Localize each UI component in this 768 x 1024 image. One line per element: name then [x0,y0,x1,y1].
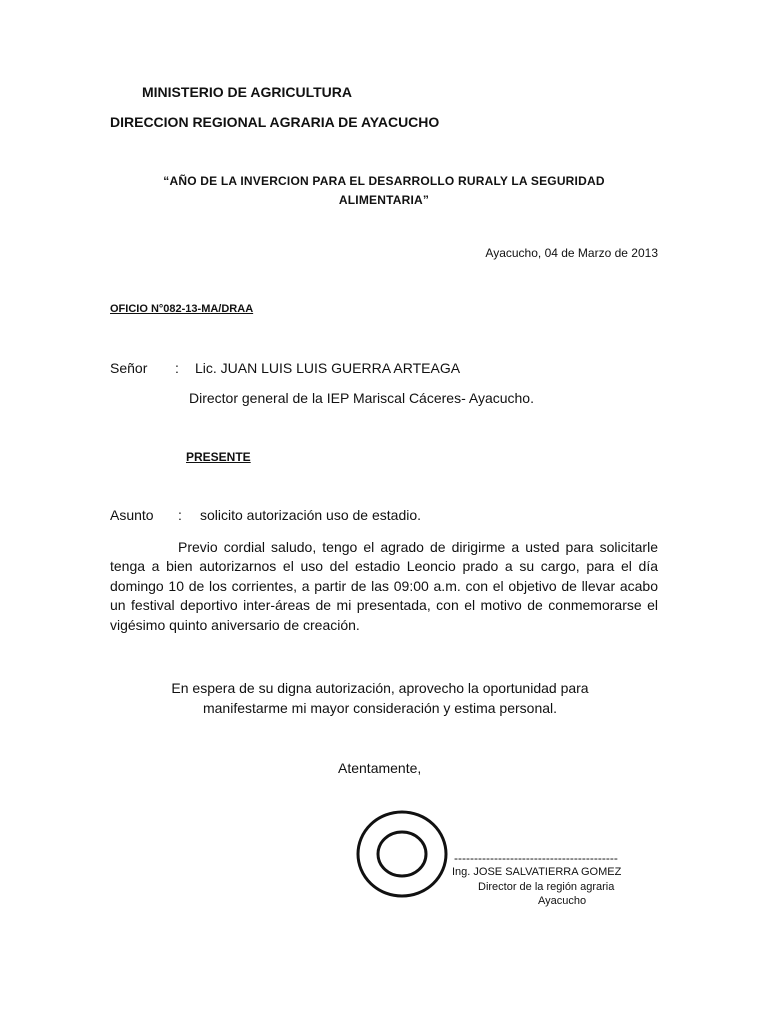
year-motto [110,172,658,210]
recipient-role: Director general de la IEP Mariscal Cáceres- Ayacucho. [189,390,534,406]
oficio-number: OFICIO N°082-13-MA/DRAA [110,303,254,315]
recipient-name: Lic. JUAN LUIS LUIS GUERRA ARTEAGA [195,360,461,376]
subject-text: solicito autorización uso de estadio. [200,507,422,523]
closing-line-2: manifestarme mi mayor consideración y estima personal. [202,700,558,716]
seal-stamp-icon [356,810,448,898]
ministry-heading: MINISTERIO DE AGRICULTURA [142,84,352,100]
motto-line-1: “AÑO DE LA INVERCION PARA EL DESARROLLO RURALY LA SEGURIDAD [163,174,605,188]
closing-paragraph [130,678,630,718]
signer-place: Ayacucho [538,895,587,907]
subject-label: Asunto [110,507,154,523]
motto-line-2: ALIMENTARIA” [338,193,430,207]
recipient-label: Señor [110,360,148,376]
signature-line: ----------------------------------------- [454,851,618,865]
signer-name: Ing. JOSE SALVATIERRA GOMEZ [452,866,622,878]
letter-date: Ayacucho, 04 de Marzo de 2013 [485,246,658,260]
recipient-colon: : [175,360,179,376]
signer-title: Director de la región agraria [478,881,615,893]
recipient-row [110,360,460,376]
regional-direction-heading: DIRECCION REGIONAL AGRARIA DE AYACUCHO [110,114,440,130]
subject-row [110,507,421,523]
salutation: Atentamente, [338,760,422,776]
closing-line-1: En espera de su digna autorización, aprovecho la oportunidad para [171,680,589,696]
body-paragraph: Previo cordial saludo, tengo el agrado de dirigirme a usted para solicitarle tenga a bien autorizarnos el uso del estadio Leoncio prado a su cargo, para el día domingo 10 de los corrientes, a partir de las 09:00 a.m. con el objetivo de llevar acabo un festival deportivo inter-áreas de mi presentada, con el motivo de conmemorarse el vigésimo quinto aniversario de creación. [110,539,658,633]
subject-colon: : [178,507,182,523]
presente-label: PRESENTE [186,450,251,464]
